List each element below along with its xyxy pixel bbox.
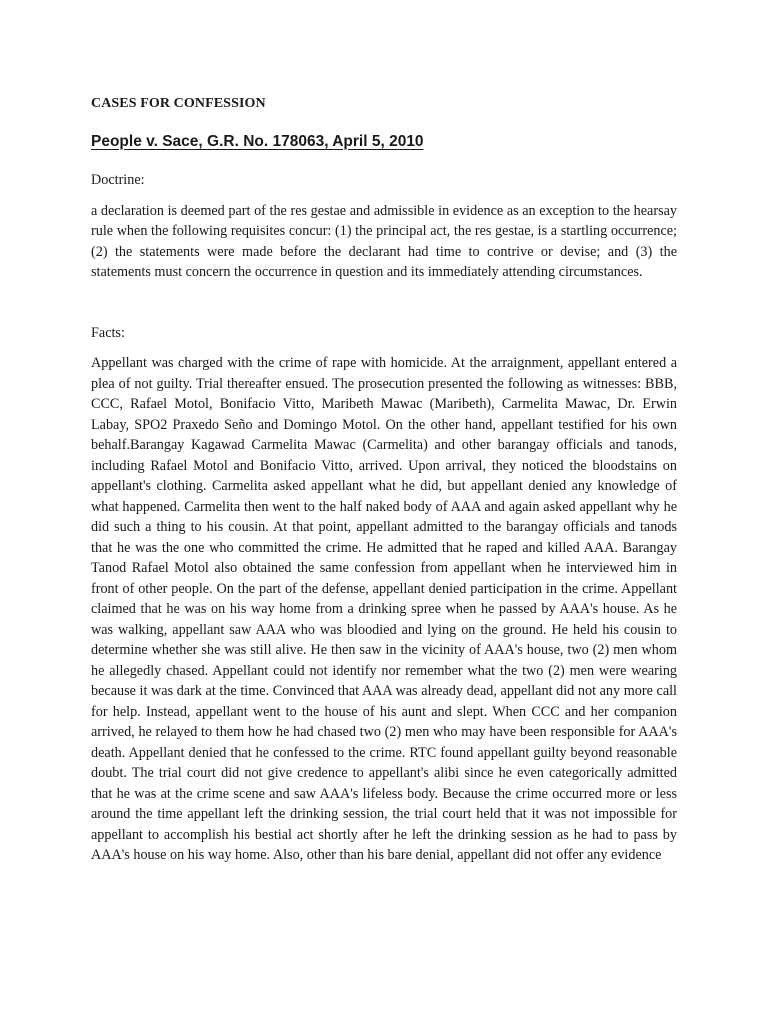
doctrine-paragraph: a declaration is deemed part of the res gestae and admissible in evidence as an exception to the hearsay rule when the following requisites concur: (1) the principal act, the res gestae, is a startling occurrence; (2) the statements were made before the declarant had time to contrive or devise; and (3) the statements must concern the occurrence in question and its immediately attending circumstances. — [91, 202, 677, 280]
facts-paragraph: Appellant was charged with the crime of rape with homicide. At the arraignment, appellant entered a plea of not guilty. Trial thereafter ensued. The prosecution presented the following as witnesses: BBB, CCC, Rafael Motol, Bonifacio Vitto, Maribeth Mawac (Maribeth), Carmelita Mawac, Dr. Erwin Labay, SPO2 Praxedo Seño and Domingo Motol. On the other hand, appellant testified for his own behalf.Barangay Kagawad Carmelita Mawac (Carmelita) and other barangay officials and tanods, including Rafael Motol and Bonifacio Vitto, arrived. Upon arrival, they noticed the bloodstains on appellant's clothing. Carmelita asked appellant what he did, but appellant denied any knowledge of what happened. Carmelita then went to the half naked body of AAA and again asked appellant why he did such a thing to his cousin. At that point, appellant admitted to the barangay officials and tanods that he was the one who committed the crime. He admitted that he raped and killed AAA. Barangay Tanod Rafael Motol also obtained the same confession from appellant when he interviewed him in front of other people. On the part of the defense, appellant denied participation in the crime. Appellant claimed that he was on his way home from a drinking spree when he passed by AAA's house. As he was walking, appellant saw AAA who was bloodied and lying on the ground. He held his cousin to determine whether she was still alive. He then saw in the vicinity of AAA's house, two (2) men whom he allegedly chased. Appellant could not identify nor remember what the two (2) men were wearing because it was dark at the time. Convinced that AAA was already dead, appellant did not any more call for help. Instead, appellant went to the house of his aunt and slept. When CCC and her companion arrived, he relayed to them how he had chased two (2) men who may have been responsible for AAA's death. Appellant denied that he confessed to the crime. RTC found appellant guilty beyond reasonable doubt. The trial court did not give credence to appellant's alibi since he even categorically admitted that he was at the crime scene and saw AAA's lifeless body. Because the crime occurred more or less around the time appellant left the drinking session, the trial court held that it was not impossible for appellant to accomplish his bestial act shortly after he left the drinking session as he had to pass by AAA's house on his way home. Also, other than his bare denial, appellant did not offer any evidence — [91, 355, 677, 863]
case-title: People v. Sace, G.R. No. 178063, April 5, 2010 — [91, 132, 424, 150]
document-heading: CASES FOR CONFESSION — [91, 96, 266, 111]
document-page — [91, 94, 677, 866]
section-spacer — [91, 283, 677, 323]
facts-label: Facts: — [91, 324, 125, 341]
doctrine-label: Doctrine: — [91, 172, 145, 188]
